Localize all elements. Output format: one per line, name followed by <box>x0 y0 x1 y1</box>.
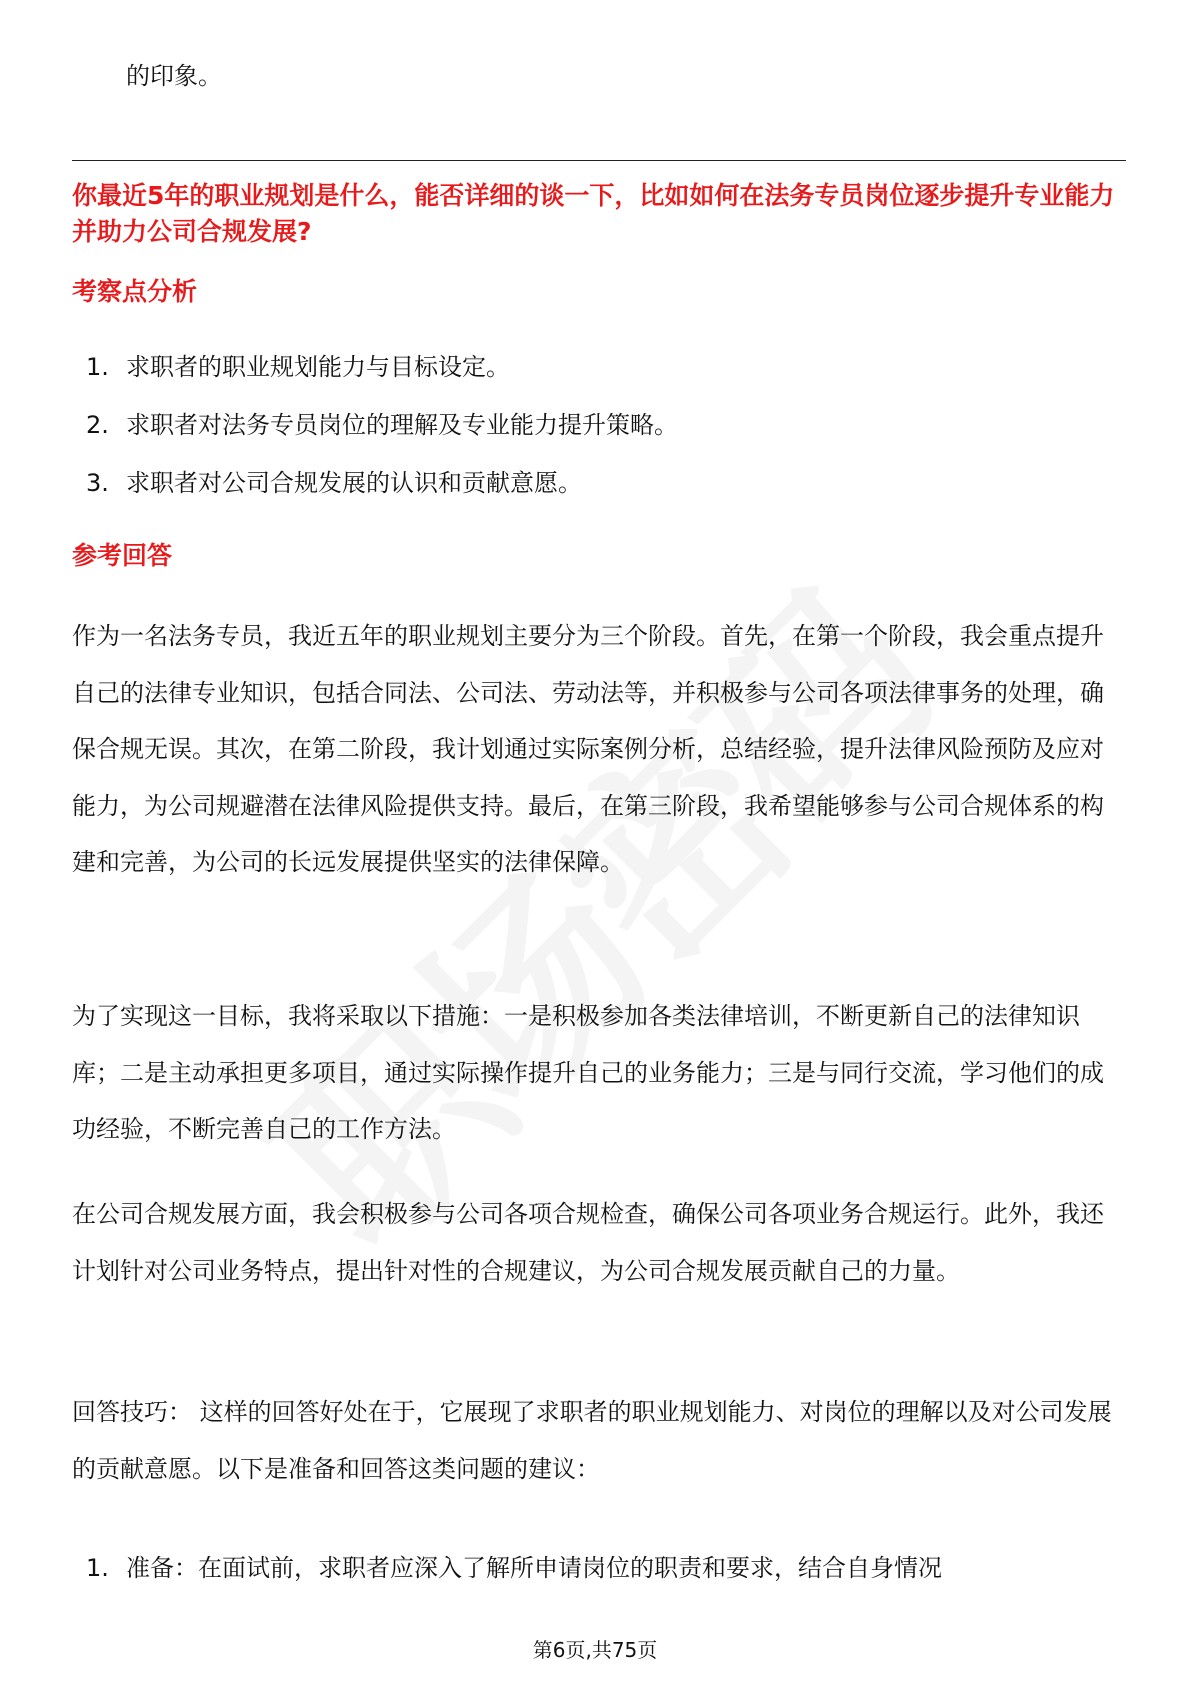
list-item <box>72 347 1118 405</box>
list-item-text: 求职者对法务专员岗位的理解及专业能力提升策略。 <box>126 411 678 439</box>
list-item <box>72 1548 1118 1588</box>
list-item-number: 3. <box>86 469 109 497</box>
list-item-number: 1. <box>86 1554 109 1582</box>
list-item-text: 求职者的职业规划能力与目标设定。 <box>126 353 510 381</box>
answer-heading: 参考回答 <box>72 541 173 570</box>
analysis-list <box>72 347 1118 521</box>
question-heading: 你最近5年的职业规划是什么，能否详细的谈一下，比如如何在法务专员岗位逐步提升专业能力并助力公司合规发展? <box>72 181 1115 246</box>
tips-list <box>72 1548 1118 1588</box>
list-item <box>72 463 1118 521</box>
list-item-number: 2. <box>86 411 109 439</box>
continuation-text: 的印象。 <box>126 62 222 90</box>
tips-paragraph: 回答技巧： 这样的回答好处在于，它展现了求职者的职业规划能力、对岗位的理解以及对公司发展的贡献意愿。以下是准备和回答这类问题的建议： <box>72 1398 1112 1483</box>
list-item-number: 1. <box>86 353 109 381</box>
page-number-footer: 第6页,共75页 <box>532 1638 658 1662</box>
list-item-text: 求职者对公司合规发展的认识和贡献意愿。 <box>126 469 582 497</box>
analysis-heading: 考察点分析 <box>72 277 198 306</box>
list-item-text: 准备：在面试前，求职者应深入了解所申请岗位的职责和要求，结合自身情况 <box>126 1554 942 1582</box>
answer-paragraph: 在公司合规发展方面，我会积极参与公司各项合规检查，确保公司各项业务合规运行。此外，我还计划针对公司业务特点，提出针对性的合规建议，为公司合规发展贡献自己的力量。 <box>72 1200 1104 1285</box>
list-item <box>72 405 1118 463</box>
answer-paragraph: 为了实现这一目标，我将采取以下措施：一是积极参加各类法律培训，不断更新自己的法律知识库；二是主动承担更多项目，通过实际操作提升自己的业务能力；三是与同行交流，学习他们的成功经验，不断完善自己的工作方法。 <box>72 1002 1104 1143</box>
divider <box>72 160 1126 161</box>
answer-paragraph: 作为一名法务专员，我近五年的职业规划主要分为三个阶段。首先，在第一个阶段，我会重点提升自己的法律专业知识，包括合同法、公司法、劳动法等，并积极参与公司各项法律事务的处理，确保合规无误。其次，在第二阶段，我计划通过实际案例分析，总结经验，提升法律风险预防及应对能力，为公司规避潜在法律风险提供支持。最后，在第三阶段，我希望能够参与公司合规体系的构建和完善，为公司的长远发展提供坚实的法律保障。 <box>72 622 1104 876</box>
